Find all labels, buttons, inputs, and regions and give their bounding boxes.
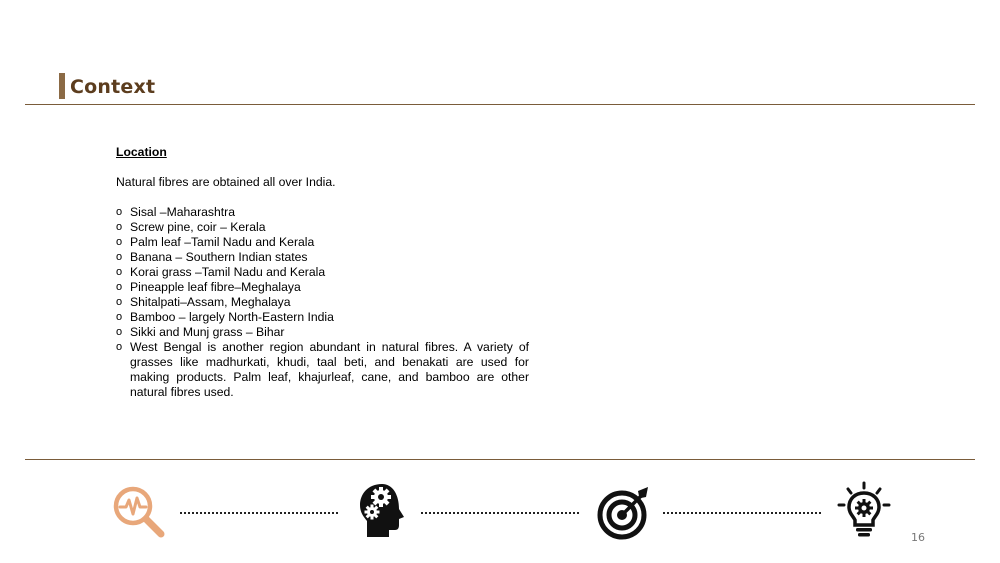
list-item: o Palm leaf –Tamil Nadu and Kerala [116,235,529,250]
list-item: o Banana – Southern Indian states [116,250,529,265]
location-list [116,205,529,400]
top-divider [25,104,975,105]
research-magnifier-icon[interactable] [111,484,169,542]
list-item: o Pineapple leaf fibre–Meghalaya [116,280,529,295]
brain-gears-icon[interactable] [358,483,408,539]
list-item: o Korai grass –Tamil Nadu and Kerala [116,265,529,280]
list-item: o Sisal –Maharashtra [116,205,529,220]
list-item: o Shitalpati–Assam, Meghalaya [116,295,529,310]
page-title: Context [70,76,156,98]
target-icon[interactable] [596,485,652,541]
list-item: o West Bengal is another region abundant in natural fibres. A variety of grasses like madhurkati, khudi, taal beti, and benakati are used for making products. Palm leaf, khajurleaf, cane, and bamboo are other natural fibres used. [116,340,529,400]
progress-connector [180,512,338,514]
content-block [116,145,529,400]
lightbulb-gear-icon[interactable] [836,481,892,541]
section-heading: Location [116,145,167,159]
progress-connector [421,512,579,514]
title-accent-bar [59,73,65,99]
page-number: 16 [911,531,925,544]
intro-text: Natural fibres are obtained all over India. [116,175,336,189]
list-item: o Screw pine, coir – Kerala [116,220,529,235]
list-item: o Bamboo – largely North-Eastern India [116,310,529,325]
progress-connector [663,512,821,514]
list-item: o Sikki and Munj grass – Bihar [116,325,529,340]
bottom-divider [25,459,975,460]
